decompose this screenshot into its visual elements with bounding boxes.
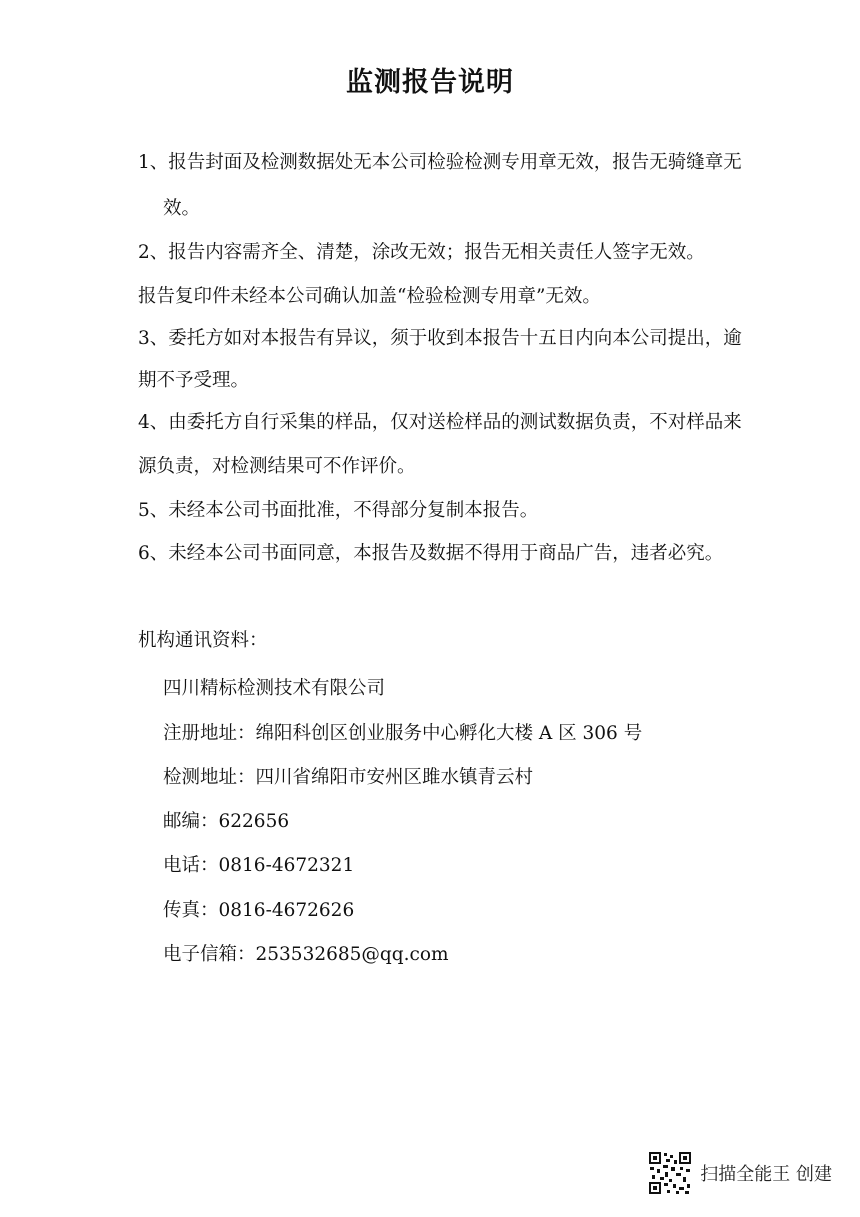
paragraph-1-line-2: 效。	[163, 198, 201, 219]
paragraph-1-line-1: 1、报告封面及检测数据处无本公司检验检测专用章无效，报告无骑缝章无	[138, 152, 742, 173]
scanner-watermark	[648, 1151, 832, 1195]
telephone: 电话：0816-4672321	[163, 855, 355, 876]
qr-code-icon	[648, 1151, 692, 1195]
paragraph-6: 6、未经本公司书面同意，本报告及数据不得用于商品广告，违者必究。	[138, 543, 724, 564]
paragraph-5: 5、未经本公司书面批准，不得部分复制本报告。	[138, 500, 539, 521]
scanner-watermark-text: 扫描全能王 创建	[700, 1164, 832, 1185]
email: 电子信箱：253532685@qq.com	[163, 944, 449, 965]
paragraph-3-line-1: 3、委托方如对本报告有异议，须于收到本报告十五日内向本公司提出，逾	[138, 328, 742, 349]
fax: 传真：0816-4672626	[163, 900, 355, 921]
paragraph-4-line-2: 源负责，对检测结果可不作评价。	[138, 456, 416, 477]
postal-code: 邮编：622656	[163, 811, 290, 832]
contact-heading: 机构通讯资料：	[138, 630, 268, 651]
paragraph-2: 2、报告内容需齐全、清楚，涂改无效；报告无相关责任人签字无效。	[138, 242, 705, 263]
document-title: 监测报告说明	[346, 67, 514, 98]
testing-address: 检测地址：四川省绵阳市安州区雎水镇青云村	[163, 767, 534, 788]
registered-address: 注册地址：绵阳科创区创业服务中心孵化大楼 A 区 306 号	[163, 723, 643, 744]
paragraph-2-note: 报告复印件未经本公司确认加盖“检验检测专用章”无效。	[138, 286, 601, 307]
paragraph-3-line-2: 期不予受理。	[138, 370, 250, 391]
paragraph-4-line-1: 4、由委托方自行采集的样品，仅对送检样品的测试数据负责，不对样品来	[138, 412, 742, 433]
company-name: 四川精标检测技术有限公司	[163, 678, 386, 699]
